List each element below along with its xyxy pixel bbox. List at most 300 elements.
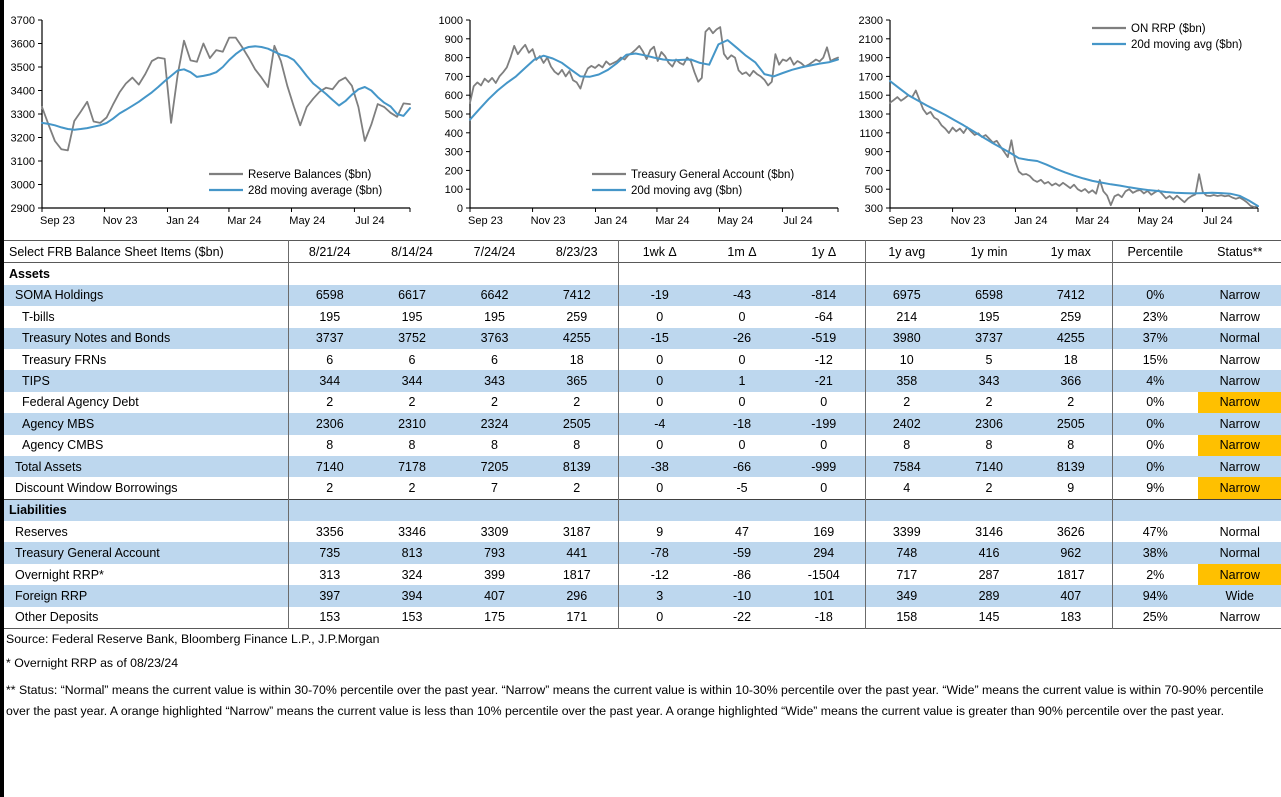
- table-cell: 0%: [1112, 435, 1198, 456]
- table-cell: 394: [371, 585, 453, 606]
- table-cell: 3356: [288, 521, 371, 542]
- table-cell: -999: [783, 456, 865, 477]
- table-cell: 195: [978, 309, 1000, 324]
- table-cell: 3737: [948, 328, 1030, 349]
- table-cell: Normal: [1198, 542, 1281, 563]
- table-cell: 18: [569, 352, 584, 367]
- table-cell: 2306: [288, 413, 371, 434]
- table-cell: 4255: [536, 328, 618, 349]
- x-axis-tick-label: Mar 24: [227, 215, 262, 227]
- table-section-row: [4, 263, 1281, 285]
- table-cell: 0: [618, 306, 701, 327]
- table-cell: 25%: [1112, 607, 1198, 629]
- y-axis-tick-label: 400: [444, 127, 463, 140]
- source-line: Source: Federal Reserve Bank, Bloomberg Finance L.P., J.P.Morgan: [6, 632, 380, 646]
- chart-on-rrp-svg: [852, 6, 1266, 238]
- y-axis-tick-label: 2900: [10, 203, 35, 215]
- table-cell: 397: [288, 585, 371, 606]
- table-cell: 6598: [948, 285, 1030, 306]
- table-cell: [453, 263, 536, 285]
- table-cell: 37%: [1112, 328, 1198, 349]
- table-body: [4, 263, 1281, 629]
- table-cell: 10: [865, 349, 948, 370]
- column-header: Percentile: [1112, 241, 1198, 263]
- legend-label: ON RRP ($bn): [1131, 23, 1206, 35]
- y-axis-tick-label: 100: [444, 184, 463, 197]
- row-label: Overnight RRP*: [15, 567, 104, 582]
- table-cell: 2: [985, 395, 993, 410]
- y-axis-tick-label: 700: [864, 165, 883, 178]
- table-cell: 6: [288, 349, 371, 370]
- column-header: 8/23/23: [555, 244, 598, 259]
- chart-reserve-balances: [4, 6, 418, 243]
- table-cell: [618, 263, 701, 285]
- table-cell: 294: [783, 542, 865, 563]
- table-cell: 38%: [1112, 542, 1198, 563]
- table-cell: 1817: [562, 567, 591, 582]
- table-cell: 365: [536, 370, 618, 391]
- table-cell: [1030, 499, 1112, 521]
- x-axis-tick-label: Jul 24: [355, 215, 385, 227]
- table-cell: 158: [865, 607, 948, 629]
- table-cell: 813: [371, 542, 453, 563]
- x-axis-tick-label: Mar 24: [1075, 215, 1110, 227]
- table-cell: -12: [814, 352, 833, 367]
- table-cell: Narrow: [1198, 306, 1281, 327]
- table-cell: 195: [401, 309, 423, 324]
- y-axis-tick-label: 2100: [858, 33, 883, 46]
- table-cell: 2%: [1112, 564, 1198, 585]
- balance-sheet-table-wrap: [4, 240, 1281, 629]
- table-cell: 2: [573, 480, 581, 495]
- chart-reserve-balances-svg: [4, 6, 418, 238]
- table-cell: -519: [783, 328, 865, 349]
- table-cell: 0: [618, 435, 701, 456]
- table-cell: 8: [1067, 438, 1075, 453]
- table-cell: -19: [618, 285, 701, 306]
- table-cell: 2: [573, 395, 581, 410]
- table-cell: 3980: [865, 328, 948, 349]
- table-cell: 2: [288, 392, 371, 413]
- legend-label: Treasury General Account ($bn): [631, 169, 795, 181]
- column-header: 8/14/24: [391, 244, 433, 259]
- x-axis-tick-label: May 24: [717, 215, 754, 227]
- table-cell: 962: [1030, 542, 1112, 563]
- table-cell: 2: [408, 480, 416, 495]
- table-cell: -10: [701, 585, 783, 606]
- table-row: [4, 349, 1281, 370]
- table-cell: 8: [408, 438, 416, 453]
- table-cell: 3737: [288, 328, 371, 349]
- table-cell: 2: [865, 392, 948, 413]
- table-cell: 0: [738, 438, 746, 453]
- table-cell: 6642: [453, 285, 536, 306]
- column-header: 1y Δ: [811, 244, 837, 259]
- table-cell: [453, 499, 536, 521]
- table-cell: [865, 499, 948, 521]
- chart-treasury-general-account: [432, 6, 846, 243]
- table-cell: 3752: [371, 328, 453, 349]
- table-cell: 8: [985, 438, 993, 453]
- table-cell: 2: [288, 477, 371, 499]
- table-row: [4, 285, 1281, 306]
- table-cell: 3763: [453, 328, 536, 349]
- table-cell: Normal: [1198, 328, 1281, 349]
- table-cell: 6617: [371, 285, 453, 306]
- table-cell: 175: [484, 610, 505, 625]
- y-axis-tick-label: 1100: [859, 127, 883, 140]
- x-axis-tick-label: May 24: [1137, 215, 1174, 227]
- table-cell: 2505: [536, 413, 618, 434]
- y-axis-tick-label: 700: [444, 71, 463, 84]
- y-axis-tick-label: 1900: [858, 52, 883, 65]
- table-cell: 0: [738, 395, 746, 410]
- table-cell: 3187: [562, 524, 591, 539]
- y-axis-tick-label: 500: [444, 109, 463, 121]
- table-cell: -22: [732, 610, 752, 625]
- table-cell: [1198, 263, 1281, 285]
- table-cell: 2402: [865, 413, 948, 434]
- table-cell: 3: [618, 585, 701, 606]
- table-cell: Narrow: [1198, 285, 1281, 306]
- table-cell: Narrow: [1198, 435, 1281, 456]
- table-cell: -59: [701, 542, 783, 563]
- row-label: Treasury Notes and Bonds: [4, 328, 288, 349]
- table-cell: Narrow: [1198, 607, 1281, 629]
- table-cell: 2324: [453, 413, 536, 434]
- table-cell: 7: [491, 480, 498, 495]
- charts-row: [0, 6, 1281, 238]
- table-row: [4, 521, 1281, 542]
- table-cell: [865, 263, 948, 285]
- y-axis-tick-label: 500: [864, 184, 883, 197]
- chart-treasury-general-account-svg: [432, 6, 846, 238]
- table-cell: 7205: [453, 456, 536, 477]
- column-header: 1m Δ: [727, 244, 757, 259]
- table-cell: [948, 263, 1030, 285]
- table-cell: [701, 263, 783, 285]
- row-label: Total Assets: [4, 456, 288, 477]
- table-row: [4, 542, 1281, 563]
- y-axis-tick-label: 0: [456, 203, 463, 215]
- table-cell: Narrow: [1198, 477, 1281, 499]
- table-cell: 289: [948, 585, 1030, 606]
- table-cell: 3626: [1056, 524, 1085, 539]
- row-label: Federal Agency Debt: [22, 395, 139, 410]
- table-cell: 94%: [1112, 585, 1198, 606]
- table-row: [4, 370, 1281, 391]
- table-cell: 0%: [1112, 456, 1198, 477]
- table-cell: [1112, 263, 1198, 285]
- table-cell: Narrow: [1198, 392, 1281, 413]
- table-cell: 18: [1063, 352, 1078, 367]
- table-row: [4, 435, 1281, 456]
- table-cell: 343: [948, 370, 1030, 391]
- row-label: Treasury General Account: [4, 542, 288, 563]
- table-cell: 358: [865, 370, 948, 391]
- table-cell: 15%: [1112, 349, 1198, 370]
- y-axis-tick-label: 3200: [10, 132, 35, 145]
- column-header: 1y max: [1050, 244, 1091, 259]
- table-row: [4, 413, 1281, 434]
- table-cell: 47%: [1112, 521, 1198, 542]
- table-cell: 4: [865, 477, 948, 499]
- table-cell: 8139: [536, 456, 618, 477]
- column-header: 1y min: [970, 244, 1008, 259]
- y-axis-tick-label: 1300: [858, 109, 883, 121]
- table-cell: 153: [288, 607, 371, 629]
- table-row: [4, 585, 1281, 606]
- table-cell: 0: [738, 352, 746, 367]
- row-label: Liabilities: [4, 499, 288, 521]
- x-axis-tick-label: Jul 24: [1203, 215, 1233, 227]
- column-header: 8/21/24: [288, 241, 371, 263]
- table-cell: 195: [484, 309, 505, 324]
- table-row: [4, 477, 1281, 499]
- table-cell: 0: [820, 438, 828, 453]
- y-axis-tick-label: 200: [444, 165, 463, 178]
- series-tga: [470, 27, 838, 103]
- table-cell: 6598: [288, 285, 371, 306]
- table-cell: 3399: [865, 521, 948, 542]
- table-cell: 793: [453, 542, 536, 563]
- legend-label: 28d moving average ($bn): [248, 185, 383, 197]
- table-cell: 259: [1060, 309, 1082, 324]
- table-cell: [783, 263, 865, 285]
- series-ma-20d: [890, 81, 1258, 206]
- table-row: [4, 456, 1281, 477]
- row-label: T-bills: [22, 309, 55, 324]
- table-cell: Narrow: [1198, 413, 1281, 434]
- footnote-overnight-rrp: * Overnight RRP as of 08/23/24: [6, 656, 179, 670]
- table-cell: 0%: [1112, 413, 1198, 434]
- table-cell: 324: [401, 567, 423, 582]
- y-axis-tick-label: 3000: [10, 179, 35, 192]
- table-cell: -4: [618, 413, 701, 434]
- y-axis-tick-label: 1000: [438, 15, 463, 27]
- table-cell: Narrow: [1198, 564, 1281, 585]
- table-cell: 1817: [1056, 567, 1085, 582]
- y-axis-tick-label: 600: [444, 90, 463, 103]
- table-cell: -86: [732, 567, 752, 582]
- table-cell: 6975: [865, 285, 948, 306]
- table-cell: 0%: [1112, 285, 1198, 306]
- y-axis-tick-label: 300: [444, 146, 463, 159]
- balance-sheet-table: [4, 240, 1281, 629]
- table-cell: 0: [618, 477, 701, 499]
- row-label: Foreign RRP: [4, 585, 288, 606]
- chart-on-rrp: [852, 6, 1266, 243]
- table-cell: -66: [701, 456, 783, 477]
- table-cell: 735: [288, 542, 371, 563]
- table-cell: -64: [814, 309, 833, 324]
- table-cell: 343: [453, 370, 536, 391]
- table-cell: [783, 499, 865, 521]
- column-header: Select FRB Balance Sheet Items ($bn): [9, 244, 224, 259]
- table-cell: 2505: [1030, 413, 1112, 434]
- table-cell: [948, 499, 1030, 521]
- y-axis-tick-label: 3300: [10, 109, 35, 121]
- y-axis-tick-label: 3600: [10, 38, 35, 51]
- table-cell: Narrow: [1198, 349, 1281, 370]
- table-cell: -18: [701, 413, 783, 434]
- table-row: [4, 306, 1281, 327]
- table-cell: 6: [408, 352, 416, 367]
- table-cell: 183: [1060, 610, 1082, 625]
- y-axis-tick-label: 3700: [10, 15, 35, 27]
- legend-label: 20d moving avg ($bn): [1131, 39, 1243, 51]
- x-axis-tick-label: Nov 23: [530, 215, 566, 227]
- table-cell: [618, 499, 701, 521]
- table-cell: 7140: [948, 456, 1030, 477]
- x-axis-tick-label: Sep 23: [888, 215, 923, 227]
- table-cell: -814: [783, 285, 865, 306]
- table-cell: 0: [618, 607, 701, 629]
- table-cell: 344: [371, 370, 453, 391]
- y-axis-tick-label: 900: [864, 146, 883, 159]
- table-cell: 2: [408, 395, 416, 410]
- table-cell: 3346: [398, 524, 426, 539]
- table-cell: -21: [783, 370, 865, 391]
- table-cell: 7412: [536, 285, 618, 306]
- table-cell: Wide: [1198, 585, 1281, 606]
- table-cell: 296: [536, 585, 618, 606]
- series-ma-28d: [42, 46, 410, 129]
- y-axis-tick-label: 300: [864, 203, 883, 215]
- table-cell: 344: [288, 370, 371, 391]
- table-cell: Narrow: [1198, 456, 1281, 477]
- table-cell: [1030, 263, 1112, 285]
- table-cell: 2310: [371, 413, 453, 434]
- table-cell: 7140: [288, 456, 371, 477]
- table-cell: 9: [1067, 480, 1075, 495]
- table-cell: -38: [618, 456, 701, 477]
- table-cell: [1112, 499, 1198, 521]
- row-label: TIPS: [4, 370, 288, 391]
- x-axis-tick-label: Jan 24: [594, 215, 628, 227]
- table-cell: 195: [288, 306, 371, 327]
- table-cell: 8: [865, 435, 948, 456]
- table-cell: 5: [985, 352, 993, 367]
- table-cell: 9: [618, 521, 701, 542]
- legend-label: Reserve Balances ($bn): [248, 169, 372, 181]
- table-cell: 0: [820, 480, 828, 495]
- table-cell: 259: [566, 309, 588, 324]
- table-cell: 6: [491, 352, 498, 367]
- column-header: 1y avg: [865, 241, 948, 263]
- y-axis-tick-label: 3100: [10, 156, 35, 168]
- series-reserve-balances: [42, 38, 410, 151]
- table-cell: 7412: [1030, 285, 1112, 306]
- table-cell: 8: [288, 435, 371, 456]
- table-cell: 4%: [1112, 370, 1198, 391]
- y-axis-tick-label: 1500: [858, 90, 883, 103]
- table-cell: 441: [536, 542, 618, 563]
- table-row: [4, 392, 1281, 413]
- table-cell: 313: [288, 564, 371, 585]
- table-cell: 407: [453, 585, 536, 606]
- table-cell: 145: [978, 610, 1000, 625]
- table-cell: 101: [783, 585, 865, 606]
- table-cell: 9%: [1112, 477, 1198, 499]
- table-cell: 169: [813, 524, 835, 539]
- table-cell: 4255: [1030, 328, 1112, 349]
- legend-label: 20d moving avg ($bn): [631, 185, 743, 197]
- table-cell: 399: [484, 567, 505, 582]
- table-cell: -18: [814, 610, 833, 625]
- column-header: 7/24/24: [473, 244, 516, 259]
- table-cell: [701, 499, 783, 521]
- x-axis-tick-label: Sep 23: [40, 215, 75, 227]
- x-axis-tick-label: Jan 24: [1014, 215, 1048, 227]
- table-cell: 8139: [1030, 456, 1112, 477]
- table-cell: 0: [618, 349, 701, 370]
- table-cell: [371, 263, 453, 285]
- table-cell: 7178: [371, 456, 453, 477]
- table-cell: 7584: [865, 456, 948, 477]
- row-label: SOMA Holdings: [4, 285, 288, 306]
- x-axis-tick-label: Nov 23: [102, 215, 138, 227]
- row-label: Agency MBS: [4, 413, 288, 434]
- table-cell: 2: [985, 480, 993, 495]
- table-cell: -26: [701, 328, 783, 349]
- table-cell: -12: [618, 564, 701, 585]
- table-cell: 8: [491, 438, 498, 453]
- table-cell: [536, 499, 618, 521]
- table-cell: 407: [1030, 585, 1112, 606]
- table-cell: 47: [735, 524, 749, 539]
- row-label: Reserves: [15, 524, 68, 539]
- table-cell: 748: [865, 542, 948, 563]
- table-cell: Normal: [1198, 521, 1281, 542]
- table-cell: -199: [783, 413, 865, 434]
- table-cell: 717: [865, 564, 948, 585]
- table-cell: 214: [865, 306, 948, 327]
- table-cell: 0: [618, 392, 701, 413]
- table-section-row: [4, 499, 1281, 521]
- column-header: 1wk Δ: [618, 241, 701, 263]
- table-cell: -5: [736, 480, 748, 495]
- x-axis-tick-label: Nov 23: [950, 215, 986, 227]
- table-cell: 0: [738, 309, 746, 324]
- table-cell: 0: [820, 395, 828, 410]
- x-axis-tick-label: Mar 24: [655, 215, 690, 227]
- row-label: Treasury FRNs: [22, 352, 107, 367]
- table-cell: [288, 499, 371, 521]
- table-cell: -78: [618, 542, 701, 563]
- column-header: Status**: [1198, 241, 1281, 263]
- table-cell: -1504: [807, 567, 840, 582]
- footnote-status-definition: ** Status: “Normal” means the current value is within 30-70% percentile over the past year. “Narrow” means the current value is within 10-30% percentile over the past year. “Wide” means the current value is within 70-90% percentile over the past year. A orange highlighted “Narrow” means the current value is less than 10% percentile over the past year. A orange highlighted “Wide” means the current value is greater than 90% percentile over the past year.: [6, 683, 1264, 718]
- table-cell: 153: [401, 610, 423, 625]
- table-cell: [371, 499, 453, 521]
- table-row: [4, 607, 1281, 629]
- table-cell: 23%: [1112, 306, 1198, 327]
- table-cell: 0: [618, 370, 701, 391]
- table-cell: 2: [491, 395, 498, 410]
- table-cell: 2: [1067, 395, 1075, 410]
- table-cell: 2306: [948, 413, 1030, 434]
- y-axis-tick-label: 800: [444, 52, 463, 65]
- table-cell: 3309: [480, 524, 509, 539]
- table-cell: -15: [618, 328, 701, 349]
- table-cell: 171: [566, 610, 588, 625]
- x-axis-tick-label: Sep 23: [468, 215, 503, 227]
- table-cell: 0%: [1112, 392, 1198, 413]
- table-row: [4, 328, 1281, 349]
- table-cell: [536, 263, 618, 285]
- table-cell: [1198, 499, 1281, 521]
